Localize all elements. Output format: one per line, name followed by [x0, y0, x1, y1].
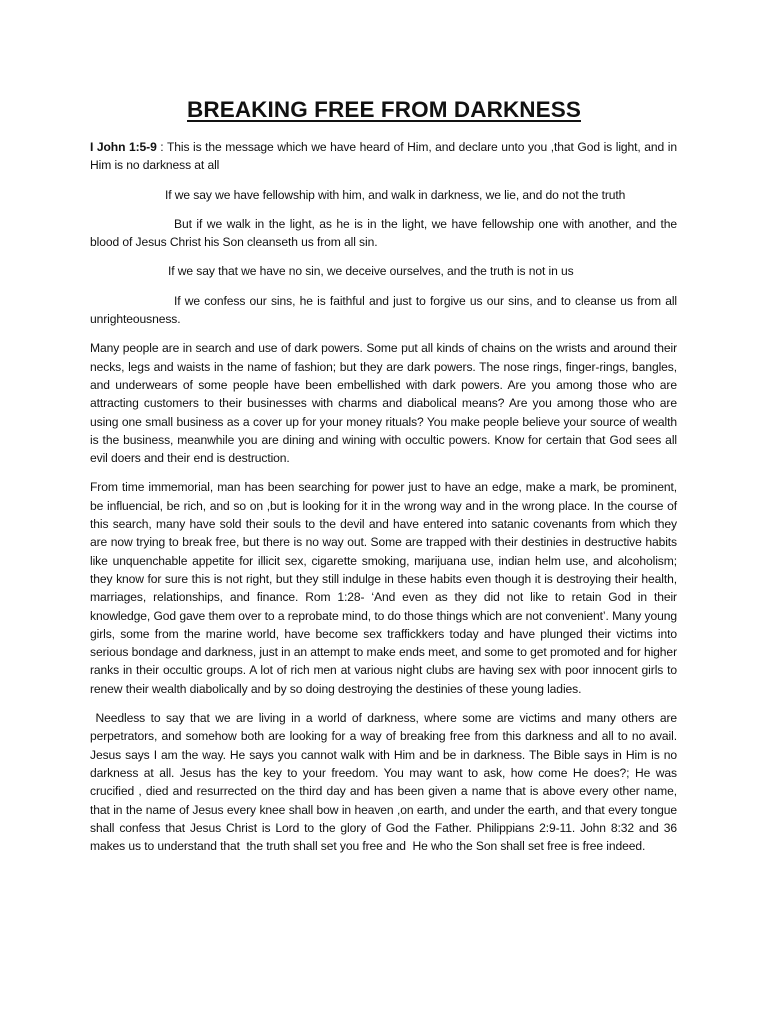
- document-title: BREAKING FREE FROM DARKNESS: [187, 97, 581, 122]
- document-body: [90, 138, 681, 866]
- scripture-verse-6: If we say we have fellowship with him, and walk in darkness, we lie, and do not the truth: [165, 187, 626, 202]
- reference-separator: :: [156, 140, 167, 154]
- scripture-verse-9: If we confess our sins, he is faithful and just to forgive us our sins, and to cleanse us from all unrighteousness.: [90, 293, 677, 327]
- scripture-reference: I John 1:5-9: [90, 140, 157, 154]
- body-paragraph-dark-powers: Many people are in search and use of dark powers. Some put all kinds of chains on the wrists and around their necks, legs and waists in the name of fashion; but they are dark powers. The nose rings, finger-rings, bangles, and underwears of some people have been embellished with dark powers. Are you among those who are attracting customers to their businesses with charms and diabolical means? Are you among those who are using one small business as a cover up for your money rituals? You make people believe your source of wealth is the business, meanwhile you are dining and wining with occultic powers. Know for certain that God sees all evil doers and their end is destruction.: [90, 341, 677, 466]
- scripture-verse-7: But if we walk in the light, as he is in the light, we have fellowship one with another, and the blood of Jesus Christ his Son cleanseth us from all sin.: [90, 216, 677, 250]
- body-paragraph-world-of-darkness: Needless to say that we are living in a world of darkness, where some are victims and many others are perpetrators, and somehow both are looking for a way of breaking free from this darkness and all to no avail. Jesus says I am the way. He says you cannot walk with Him and be in darkness. The Bible says in Him is no darkness at all. Jesus has the key to your freedom. You may want to ask, how come He does?; He was crucified , died and resurrected on the third day and has been given a name that is above every other name, that in the name of Jesus every knee shall bow in heaven ,on earth, and under the earth, and that every tongue shall confess that Jesus Christ is Lord to the glory of God the Father. Philippians 2:9-11. John 8:32 and 36 makes us to understand that the truth shall set you free and He who the Son shall set free is free indeed.: [90, 711, 681, 854]
- body-paragraph-search-for-power: From time immemorial, man has been searching for power just to have an edge, make a mark, be prominent, be influencial, be rich, and so on ,but is looking for it in the wrong way and in the wrong place. In the course of this search, many have sold their souls to the devil and have entered into satanic covenants from which they are now trying to break free, but there is no way out. Some are trapped with their destinies in destructive habits like unquenchable appetite for illicit sex, cigarette smoking, marijuana use, indian helm use, and alcoholism; they know for sure this is not right, but they still indulge in these habits even though it is destroying their health, marriages, relationships, and finance. Rom 1:28- ‘And even as they did not like to retain God in their knowledge, God gave them over to a reprobate mind, to do those things which are not convenient’. Many young girls, some from the marine world, have become sex traffickkers today and have plunged their victims into serious bondage and darkness, just in an attempt to make ends meet, and some to get promoted and for higher ranks in their occultic groups. A lot of rich men at various night clubs are having sex with poor innocent girls to renew their wealth diabolically and by so doing destroying the destinies of these young ladies.: [90, 480, 677, 696]
- verse-5-text: This is the message which we have heard of Him, and declare unto you ,that God is light, and in Him is no darkness at all: [90, 140, 677, 173]
- scripture-verse-5: [90, 138, 677, 175]
- scripture-verse-8: If we say that we have no sin, we deceive ourselves, and the truth is not in us: [168, 264, 574, 279]
